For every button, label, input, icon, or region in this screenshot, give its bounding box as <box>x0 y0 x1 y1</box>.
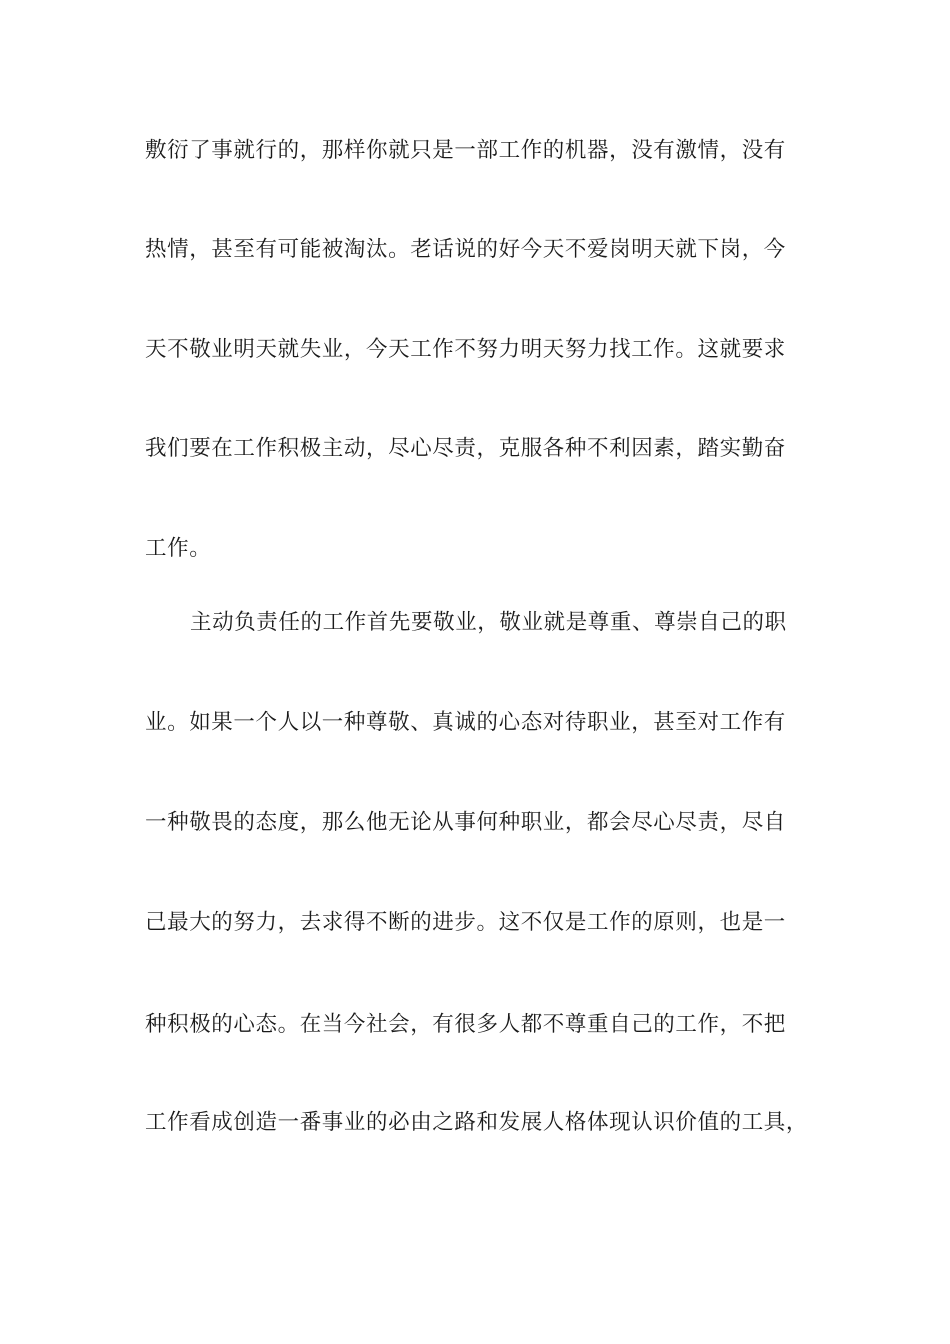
text-line: 我们要在工作积极主动，尽心尽责，克服各种不利因素，踏实勤奋 <box>145 436 786 461</box>
text-line: 敷衍了事就行的，那样你就只是一部工作的机器，没有激情，没有 <box>145 138 786 163</box>
text-line: 工作。 <box>145 536 212 561</box>
text-line: 工作看成创造一番事业的必由之路和发展人格体现认识价值的工具， <box>145 1110 809 1135</box>
text-line: 天不敬业明天就失业，今天工作不努力明天努力找工作。这就要求 <box>145 337 786 362</box>
text-line: 己最大的努力，去求得不断的进步。这不仅是工作的原则，也是一 <box>145 910 786 935</box>
text-line: 一种敬畏的态度，那么他无论从事何种职业，都会尽心尽责，尽自 <box>145 810 786 835</box>
text-line: 种积极的心态。在当今社会，有很多人都不尊重自己的工作，不把 <box>145 1012 786 1037</box>
text-line: 热情，甚至有可能被淘汰。老话说的好今天不爱岗明天就下岗，今 <box>145 237 786 262</box>
text-line: 业。如果一个人以一种尊敬、真诚的心态对待职业，甚至对工作有 <box>145 710 786 735</box>
paragraph-first-line: 主动负责任的工作首先要敬业，敬业就是尊重、尊崇自己的职 <box>190 610 787 635</box>
